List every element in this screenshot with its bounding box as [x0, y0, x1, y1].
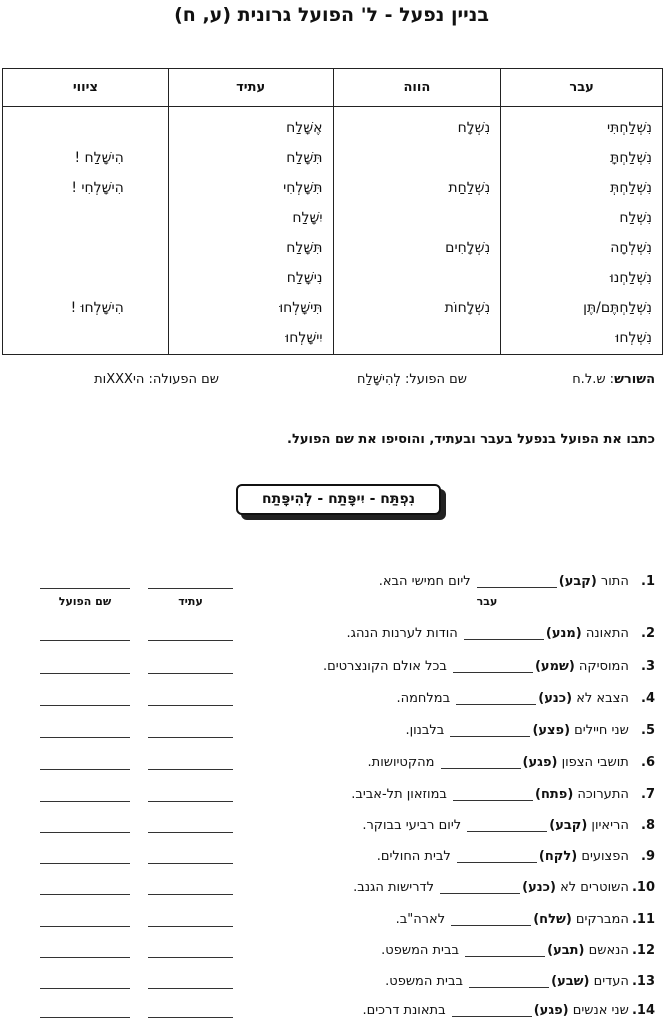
answer-line-infinitive[interactable]	[40, 957, 130, 958]
answer-line-future[interactable]	[148, 957, 233, 958]
exercise-root: (קבע)	[549, 818, 588, 833]
cell-present: נִשְׁלָחִים	[333, 233, 501, 263]
table-row	[3, 173, 663, 203]
exercise-root: (כנע)	[538, 691, 573, 706]
exercise-5	[405, 723, 655, 738]
answer-blank[interactable]	[467, 818, 547, 832]
answer-line-future[interactable]	[148, 737, 233, 738]
exercise-text: בבית המשפט.	[385, 974, 468, 989]
cell-present: נִשְׁלָח	[333, 107, 501, 143]
answer-blank[interactable]	[440, 880, 520, 894]
exercise-13	[385, 974, 655, 989]
conjugation-table	[2, 68, 663, 355]
exercise-number: 7.	[641, 787, 655, 802]
answer-line-future[interactable]	[148, 588, 233, 589]
answer-line-future[interactable]	[148, 1017, 233, 1018]
answer-blank[interactable]	[451, 912, 531, 926]
answer-line-infinitive[interactable]	[40, 988, 130, 989]
exercise-root: (מנע)	[545, 626, 582, 641]
header-imperative: ציווי	[3, 69, 169, 107]
exercise-text: בבית המשפט.	[381, 943, 464, 958]
answer-line-infinitive[interactable]	[40, 863, 130, 864]
root-info	[572, 372, 655, 387]
exercise-number: 12.	[631, 943, 655, 958]
answer-line-future[interactable]	[148, 801, 233, 802]
exercise-4	[396, 691, 655, 706]
exercise-root: (פצע)	[532, 723, 571, 738]
exercise-number: 1.	[641, 574, 655, 589]
cell-past: נִשְׁלַחְנוּ	[501, 263, 663, 293]
answer-blank[interactable]	[456, 691, 536, 705]
cell-future: תִּשָּׁלְחִי	[168, 173, 333, 203]
exercise-3	[323, 659, 655, 674]
answer-blank[interactable]	[441, 755, 521, 769]
instruction	[287, 432, 655, 447]
table-row	[3, 263, 663, 293]
header-present: הווה	[333, 69, 501, 107]
answer-blank[interactable]	[469, 974, 549, 988]
exercise-number: 4.	[641, 691, 655, 706]
root-value: : ש.ל.ח	[572, 372, 615, 387]
exercise-text: ליום רביעי בבוקר.	[362, 818, 466, 833]
answer-blank[interactable]	[453, 787, 533, 801]
column-header-infinitive: שם הפועל	[58, 595, 112, 608]
instruction-part2: , והוסיפו את	[353, 432, 435, 447]
exercise-text: שני אנשים	[568, 1003, 629, 1018]
cell-present	[333, 323, 501, 355]
header-future: עתיד	[168, 69, 333, 107]
exercise-text: ליום חמישי הבא.	[378, 574, 475, 589]
exercise-root: (תבע)	[547, 943, 585, 958]
table-row	[3, 323, 663, 355]
cell-imperative: הִישָּׁלַח !	[3, 143, 169, 173]
exercise-text: לארה"ב.	[395, 912, 450, 927]
answer-line-infinitive[interactable]	[40, 894, 130, 895]
answer-blank[interactable]	[477, 574, 557, 588]
exercise-text: התור	[596, 574, 629, 589]
answer-blank[interactable]	[450, 723, 530, 737]
exercise-number: 5.	[641, 723, 655, 738]
exercise-text: בכל אולם הקונצרטים.	[322, 659, 451, 674]
cell-future: תִּשָּׁלַח	[168, 143, 333, 173]
answer-line-future[interactable]	[148, 705, 233, 706]
answer-line-future[interactable]	[148, 640, 233, 641]
column-header-future: עתיד	[178, 595, 203, 608]
cell-future: נִישָּׁלַח	[168, 263, 333, 293]
cell-imperative	[3, 323, 169, 355]
exercise-text: שני חיילים	[570, 723, 629, 738]
answer-line-infinitive[interactable]	[40, 673, 130, 674]
cell-past: נִשְׁלַחְתֶּם/תֶּן	[501, 293, 663, 323]
answer-blank[interactable]	[465, 943, 545, 957]
table-header-row	[3, 69, 663, 107]
answer-line-future[interactable]	[148, 673, 233, 674]
exercise-text: הודות לערנות הנהג.	[346, 626, 462, 641]
exercise-text: העדים	[589, 974, 629, 989]
page-title: בניין נפעל - ל' הפועל גרונית (ע, ח)	[174, 4, 489, 26]
instruction-part1: כתבו את הפועל בנפעל	[512, 432, 655, 447]
verbal-noun-info: שם הפעולה: היXXXות	[94, 372, 219, 387]
exercise-2	[346, 626, 655, 641]
table-row	[3, 143, 663, 173]
answer-blank[interactable]	[452, 1003, 532, 1017]
cell-imperative	[3, 203, 169, 233]
exercise-text: תושבי הצפון	[557, 755, 629, 770]
column-header-past: עבר	[476, 595, 498, 608]
exercise-number: 10.	[631, 880, 655, 895]
cell-past: נִשְׁלַח	[501, 203, 663, 233]
table-row	[3, 293, 663, 323]
instruction-part3: .	[287, 432, 292, 447]
cell-past: נִשְׁלְחוּ	[501, 323, 663, 355]
answer-line-future[interactable]	[148, 894, 233, 895]
exercise-text: הצבא לא	[572, 691, 629, 706]
cell-past: נִשְׁלְחָה	[501, 233, 663, 263]
exercise-root: (שלח)	[533, 912, 572, 927]
exercise-text: התאונה	[581, 626, 629, 641]
answer-line-infinitive[interactable]	[40, 926, 130, 927]
cell-imperative: הִישָּׁלְחִי !	[3, 173, 169, 203]
answer-blank[interactable]	[464, 626, 544, 640]
cell-past: נִשְׁלַחְתְּ	[501, 173, 663, 203]
instruction-bold2: שם הפועל	[291, 432, 354, 447]
exercise-number: 13.	[631, 974, 655, 989]
exercise-11	[396, 912, 655, 927]
exercise-text: לדרישות הגנב.	[353, 880, 439, 895]
exercise-text: מהקטיושות.	[367, 755, 439, 770]
exercise-number: 9.	[641, 849, 655, 864]
exercise-root: (שמע)	[534, 659, 575, 674]
exercise-root: (פגע)	[533, 1003, 569, 1018]
model-box-text: נִפְתַּח - יִיפָּתַח - לְהִיפָּתַח	[236, 484, 441, 515]
exercise-1	[379, 574, 655, 589]
exercise-text: התערוכה	[573, 787, 629, 802]
answer-line-infinitive[interactable]	[40, 588, 130, 589]
exercise-10	[353, 880, 655, 895]
answer-line-infinitive[interactable]	[40, 705, 130, 706]
exercise-7	[351, 787, 655, 802]
exercise-text: הפצועים	[577, 849, 629, 864]
exercise-root: (שבע)	[551, 974, 590, 989]
answer-line-infinitive[interactable]	[40, 640, 130, 641]
exercise-text: לבית החולים.	[376, 849, 455, 864]
cell-past: נִשְׁלַחְתִּי	[501, 107, 663, 143]
exercise-6	[368, 755, 655, 770]
exercise-8	[362, 818, 655, 833]
exercise-number: 14.	[631, 1003, 655, 1018]
exercise-root: (קבע)	[558, 574, 597, 589]
root-label: השורש	[614, 372, 655, 387]
exercise-number: 6.	[641, 755, 655, 770]
exercise-text: בתאונת דרכים.	[362, 1003, 450, 1018]
cell-future: יִישָּׁלְחוּ	[168, 323, 333, 355]
cell-present	[333, 263, 501, 293]
answer-line-infinitive[interactable]	[40, 832, 130, 833]
cell-imperative	[3, 107, 169, 143]
answer-line-infinitive[interactable]	[40, 1017, 130, 1018]
cell-future: יִשָּׁלַח	[168, 203, 333, 233]
table-row	[3, 107, 663, 143]
exercise-root: (כנע)	[522, 880, 556, 895]
cell-future: אֶשָּׁלַח	[168, 107, 333, 143]
cell-imperative: הִישָּׁלְחוּ !	[3, 293, 169, 323]
cell-present: נִשְׁלַחַת	[333, 173, 501, 203]
exercise-12	[381, 943, 655, 958]
exercise-number: 3.	[641, 659, 655, 674]
answer-line-infinitive[interactable]	[40, 801, 130, 802]
answer-line-future[interactable]	[148, 769, 233, 770]
exercise-14	[362, 1003, 655, 1018]
exercise-number: 8.	[641, 818, 655, 833]
exercise-text: המוסיקה	[574, 659, 629, 674]
cell-imperative	[3, 233, 169, 263]
answer-line-infinitive[interactable]	[40, 737, 130, 738]
exercise-number: 2.	[641, 626, 655, 641]
answer-blank[interactable]	[453, 659, 533, 673]
model-box	[236, 484, 446, 520]
exercise-text: במלחמה.	[396, 691, 455, 706]
answer-blank[interactable]	[457, 849, 537, 863]
cell-present	[333, 143, 501, 173]
exercise-root: (פתח)	[535, 787, 574, 802]
cell-past: נִשְׁלַחְתָּ	[501, 143, 663, 173]
cell-present: נִשְׁלָחוֹת	[333, 293, 501, 323]
table-row	[3, 233, 663, 263]
header-past: עבר	[501, 69, 663, 107]
instruction-bold1: בעבר ובעתיד	[434, 432, 513, 447]
cell-future: תִּשָּׁלַח	[168, 233, 333, 263]
exercise-text: הריאיון	[587, 818, 629, 833]
exercise-root: (פגע)	[522, 755, 558, 770]
answer-line-future[interactable]	[148, 863, 233, 864]
table-row	[3, 203, 663, 233]
exercise-root: (לקח)	[538, 849, 578, 864]
answer-line-future[interactable]	[148, 988, 233, 989]
exercise-text: המברקים	[571, 912, 629, 927]
exercise-text: השוטרים לא	[555, 880, 629, 895]
exercise-text: בלבנון.	[405, 723, 449, 738]
exercise-text: במוזאון תל-אביב.	[351, 787, 452, 802]
infinitive-info: שם הפועל: לְהִישָּׁלַח	[356, 372, 467, 387]
answer-line-future[interactable]	[148, 832, 233, 833]
cell-present	[333, 203, 501, 233]
answer-line-infinitive[interactable]	[40, 769, 130, 770]
cell-imperative	[3, 263, 169, 293]
exercise-9	[377, 849, 655, 864]
cell-future: תִּישָּׁלְחוּ	[168, 293, 333, 323]
answer-line-future[interactable]	[148, 926, 233, 927]
exercise-text: הנאשם	[584, 943, 629, 958]
exercise-number: 11.	[631, 912, 655, 927]
